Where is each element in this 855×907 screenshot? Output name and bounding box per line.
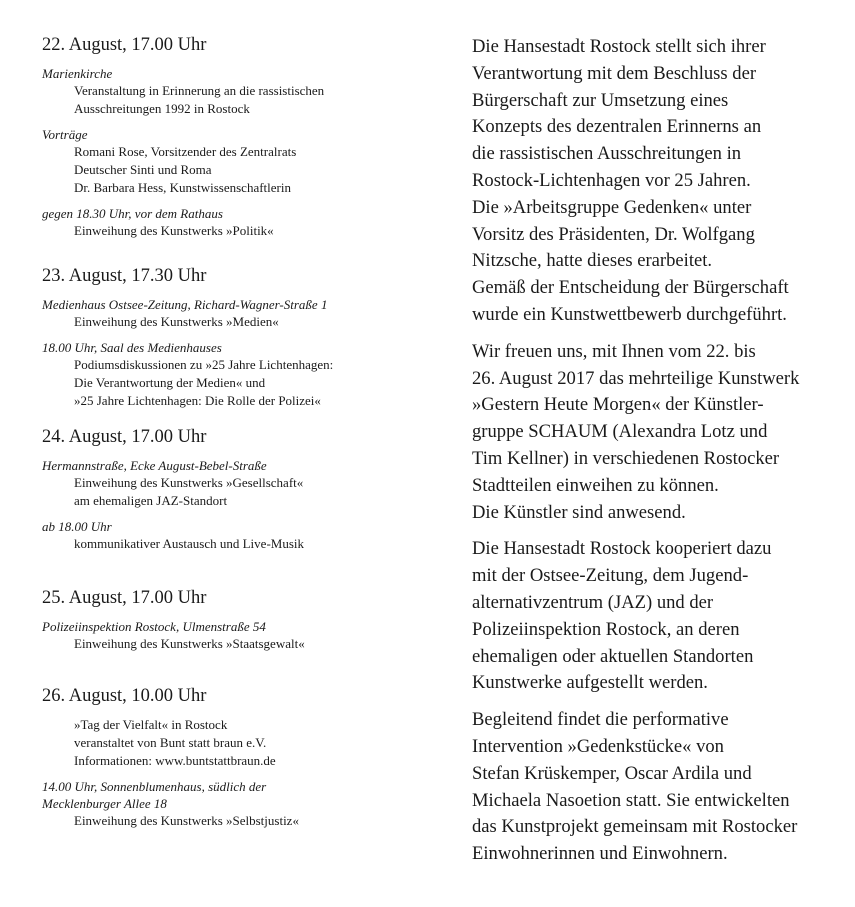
paragraph-line: Wir freuen uns, mit Ihnen vom 22. bis [472,340,756,362]
paragraph-line: Die »Arbeitsgruppe Gedenken« unter [472,196,752,218]
intro-paragraph [472,536,842,697]
paragraph-line: Konzepts des dezentralen Erinnerns an [472,116,762,138]
paragraph-line: Stadtteilen einweihen zu können. [472,474,719,496]
event-entry [42,126,442,197]
paragraph-line: Verantwortung mit dem Beschluss der [472,62,757,84]
entry-line: Podiumsdiskussionen zu »25 Jahre Lichtenhagen: [74,357,334,372]
intro-paragraph [472,34,842,329]
entry-location: 18.00 Uhr, Saal des Medienhauses [42,340,222,355]
entry-line: Dr. Barbara Hess, Kunstwissenschaftlerin [74,180,291,195]
paragraph-line: Polizeiinspektion Rostock, an deren [472,618,740,640]
event-entry [42,457,442,510]
paragraph-line: Vorsitz des Präsidenten, Dr. Wolfgang [472,223,755,245]
entry-line: Romani Rose, Vorsitzender des Zentralrats [74,144,297,159]
entry-line: »25 Jahre Lichtenhagen: Die Rolle der Polizei« [74,393,321,408]
entry-line: Einweihung des Kunstwerks »Staatsgewalt« [74,636,305,651]
paragraph-line: Die Hansestadt Rostock kooperiert dazu [472,538,772,560]
event-entry [42,65,442,118]
paragraph-line: 26. August 2017 das mehrteilige Kunstwerk [472,367,800,389]
entry-location: ab 18.00 Uhr [42,519,112,534]
paragraph-line: Die Künstler sind anwesend. [472,501,686,523]
paragraph-line: Intervention »Gedenkstücke« von [472,735,724,757]
paragraph-line: wurde ein Kunstwettbewerb durchgeführt. [472,303,787,325]
paragraph-line: Tim Kellner) in verschiedenen Rostocker [472,447,780,469]
entry-location: Marienkirche [42,66,113,81]
entry-line: Einweihung des Kunstwerks »Politik« [74,223,274,238]
entry-location: Medienhaus Ostsee-Zeitung, Richard-Wagner-Straße 1 [42,297,328,312]
entry-line: Veranstaltung in Erinnerung an die rassistischen [74,83,325,98]
intro-paragraph [472,707,842,868]
entry-line: Ausschreitungen 1992 in Rostock [74,101,250,116]
paragraph-line: ehemaligen oder aktuellen Standorten [472,645,754,667]
paragraph-line: Nitzsche, hatte dieses erarbeitet. [472,250,713,272]
event-block [42,34,442,265]
entry-line: Die Verantwortung der Medien« und [74,375,266,390]
event-entry [42,716,442,770]
paragraph-line: Kunstwerke aufgestellt werden. [472,672,708,694]
event-heading: 24. August, 17.00 Uhr [42,427,207,447]
paragraph-line: Begleitend findet die performative [472,709,729,731]
paragraph-line: das Kunstprojekt gemeinsam mit Rostocker [472,816,798,838]
paragraph-line: Bürgerschaft zur Umsetzung eines [472,89,729,111]
event-heading: 26. August, 10.00 Uhr [42,686,207,706]
entry-line: kommunikativer Austausch und Live-Musik [74,536,305,551]
entry-location: Vorträge [42,127,88,142]
entry-line: Deutscher Sinti und Roma [74,162,212,177]
paragraph-line: Stefan Krüskemper, Oscar Ardila und [472,762,752,784]
event-schedule [42,34,442,838]
entry-line: Einweihung des Kunstwerks »Medien« [74,314,279,329]
event-heading: 23. August, 17.30 Uhr [42,266,207,286]
entry-line: veranstaltet von Bunt statt braun e.V. [74,735,267,750]
event-block [42,426,442,587]
event-entry [42,778,442,830]
entry-line: Einweihung des Kunstwerks »Selbstjustiz« [74,813,299,828]
event-entry [42,205,442,240]
event-entry [42,339,442,410]
entry-location: Hermannstraße, Ecke August-Bebel-Straße [42,458,267,473]
event-heading: 25. August, 17.00 Uhr [42,588,207,608]
event-block [42,265,442,426]
event-heading: 22. August, 17.00 Uhr [42,35,207,55]
event-entry [42,618,442,653]
entry-location: 14.00 Uhr, Sonnenblumenhaus, südlich der [42,779,267,794]
event-block [42,587,442,685]
paragraph-line: Michaela Nasoetion statt. Sie entwickelten [472,789,790,811]
event-block [42,685,442,830]
entry-line: am ehemaligen JAZ-Standort [74,493,228,508]
event-entry [42,518,442,553]
entry-line: »Tag der Vielfalt« in Rostock [74,717,228,732]
entry-location: Mecklenburger Allee 18 [42,796,167,811]
paragraph-line: alternativzentrum (JAZ) und der [472,591,714,613]
entry-line: Informationen: www.buntstattbraun.de [74,753,276,768]
paragraph-line: Rostock-Lichtenhagen vor 25 Jahren. [472,169,751,191]
entry-location: Polizeiinspektion Rostock, Ulmenstraße 54 [42,619,266,634]
paragraph-line: mit der Ostsee-Zeitung, dem Jugend- [472,565,749,587]
intro-paragraph [472,339,842,527]
intro-text [472,34,842,878]
paragraph-line: gruppe SCHAUM (Alexandra Lotz und [472,421,768,443]
entry-location: gegen 18.30 Uhr, vor dem Rathaus [42,206,223,221]
entry-line: Einweihung des Kunstwerks »Gesellschaft« [74,475,304,490]
paragraph-line: die rassistischen Ausschreitungen in [472,143,742,165]
event-entry [42,296,442,331]
paragraph-line: »Gestern Heute Morgen« der Künstler- [472,394,764,416]
paragraph-line: Einwohnerinnen und Einwohnern. [472,843,728,865]
paragraph-line: Gemäß der Entscheidung der Bürgerschaft [472,277,789,299]
paragraph-line: Die Hansestadt Rostock stellt sich ihrer [472,36,766,57]
